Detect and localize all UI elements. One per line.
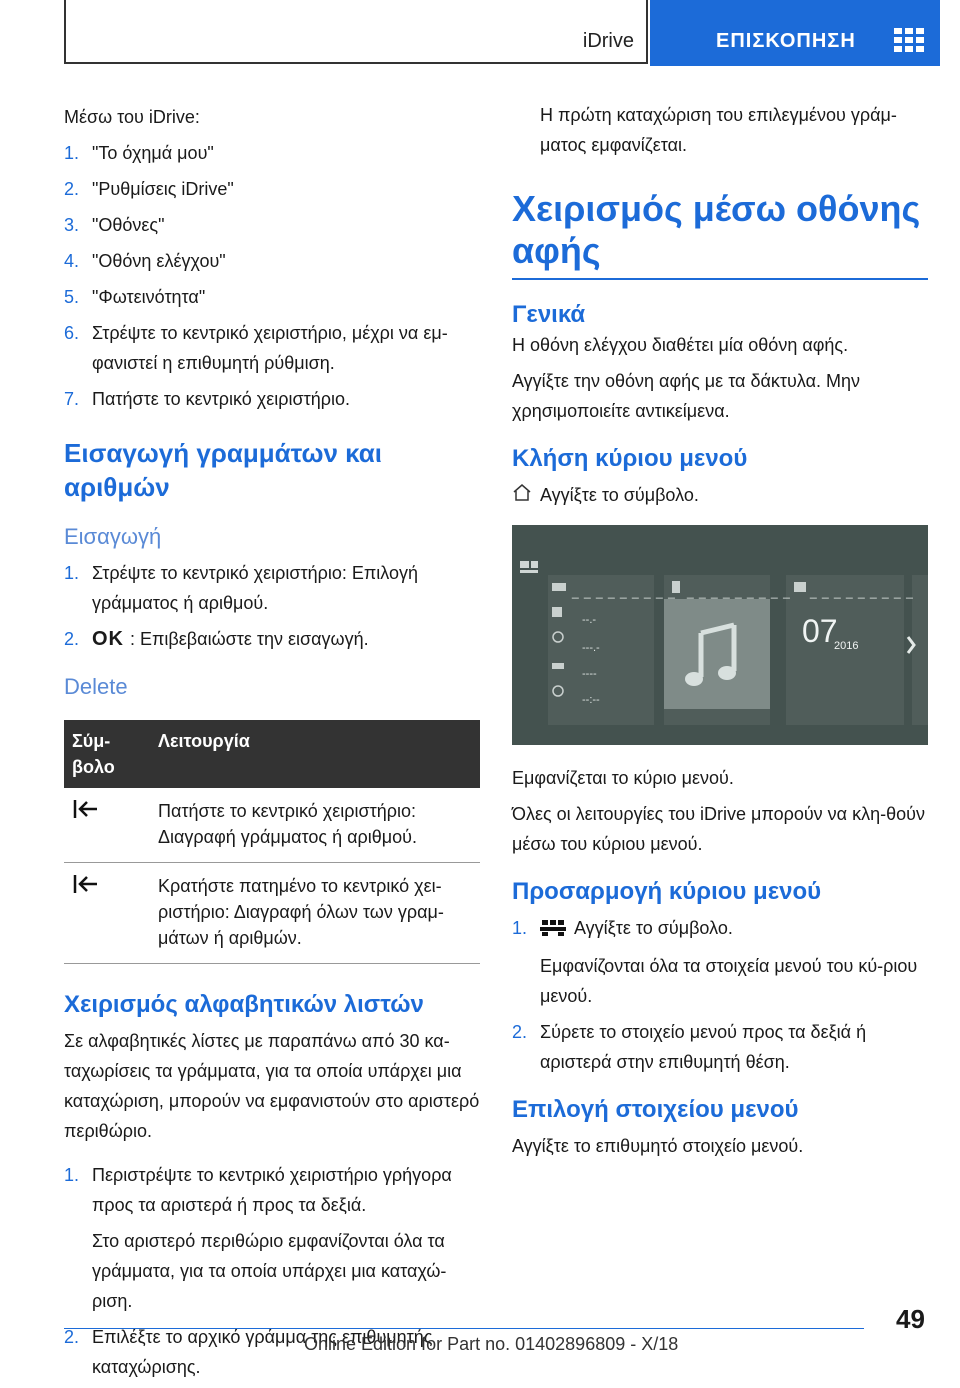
menu-value-2: ---.- xyxy=(582,642,600,655)
menu-value-4: --:-- xyxy=(582,694,600,707)
menu-edit-icon xyxy=(540,915,566,945)
ok-icon: OK xyxy=(92,628,124,650)
subheading-select: Επιλογή στοιχείου μενού xyxy=(512,1095,799,1123)
home-icon xyxy=(512,481,532,511)
table-row xyxy=(64,863,480,964)
intro-text: Μέσω του iDrive: xyxy=(64,107,200,127)
menu-dashes-2: _ _ _ _ _ _ _ _ _ xyxy=(687,585,791,600)
list-item: 1. Στρέψτε το κεντρικό χειριστήριο: Επιλογή γράμματος ή αριθμού. xyxy=(64,563,419,613)
lists-paragraph: Σε αλφαβητικές λίστες με παραπάνω από 30 κα-ταχωρίσεις τα γράμματα, για τα οποία υπάρχει μια καταχώριση, μπορούν να εμφανιστούν στο αριστερό περιθώριο. xyxy=(64,1031,480,1141)
list-item: 2. Επιλέξτε το αρχικό γράμμα της επιθυμητής καταχώρισης. xyxy=(64,1327,433,1377)
delete-arrow-icon xyxy=(72,879,100,899)
shown-text: Εμφανίζεται το κύριο μενού. xyxy=(512,768,734,789)
list-item: 2. "Ρυθμίσεις iDrive" xyxy=(64,179,234,199)
menu-value-1: --.- xyxy=(582,614,597,627)
menu-dashes-3: _ _ _ _ _ _ _ _ _ xyxy=(810,585,914,600)
main-menu-screenshot xyxy=(512,525,928,745)
table-header-function: Λειτουργία xyxy=(150,720,480,788)
header-title: iDrive xyxy=(582,30,634,52)
menu-date: 07 xyxy=(802,613,838,650)
table-cell: Πατήστε το κεντρικό χειριστήριο: Διαγραφή γράμματος ή αριθμού. xyxy=(150,788,480,863)
right-column xyxy=(512,100,928,1167)
all-functions-text: Όλες οι λειτουργίες του iDrive μπορούν να κλη-θούν μέσω του κύριου μενού. xyxy=(512,804,925,855)
adjust-steps xyxy=(512,913,928,1076)
general-p1: Η οθόνη ελέγχου διαθέτει μία οθόνη αφής. xyxy=(512,335,849,355)
section-label: ΕΠΙΣΚΟΠΗΣΗ xyxy=(716,30,856,52)
footer-edition: Online Edition for Part no. 01402896809 - X/18 xyxy=(304,1334,679,1354)
list-item: 6. Στρέψτε το κεντρικό χειριστήριο, μέχρι να εμ-φανιστεί η επιθυμητή ρύθμιση. xyxy=(64,323,448,373)
call-text: Αγγίξτε το σύμβολο. xyxy=(540,485,699,505)
footer-divider xyxy=(64,1328,864,1329)
list-item: 1. "Το όχημά μου" xyxy=(64,143,214,163)
table-cell: Κρατήστε πατημένο το κεντρικό χει-ριστήριο: Διαγραφή όλων των γραμ-μάτων ή αριθμών. xyxy=(150,863,480,964)
menu-year: 2016 xyxy=(834,640,859,653)
page-number: 49 xyxy=(896,1304,925,1334)
list-item: 2. Σύρετε το στοιχείο μενού προς τα δεξιά ή αριστερά στην επιθυμητή θέση. xyxy=(512,1021,867,1072)
subheading-adjust: Προσαρμογή κύριου μενού xyxy=(512,878,822,906)
section-tab[interactable] xyxy=(650,0,940,66)
subheading-general: Γενικά xyxy=(512,301,586,328)
list-item: 1. Περιστρέψτε το κεντρικό χειριστήριο γρήγορα προς τα αριστερά ή προς τα δεξιά. Στο αριστερό περιθώριο εμφανίζονται όλα τα γράμματα, για τα οποία υπάρχει μια καταχώ-ριση. xyxy=(64,1165,452,1311)
left-column xyxy=(64,102,480,1388)
table-row xyxy=(64,788,480,863)
list-item: 7. Πατήστε το κεντρικό χειριστήριο. xyxy=(64,389,350,409)
subheading-delete: Delete xyxy=(64,674,128,699)
subheading-call: Κλήση κύριου μενού xyxy=(512,445,748,472)
menu-dashes-1: _ _ _ _ _ _ _ _ _ xyxy=(572,585,676,600)
delete-table xyxy=(64,720,480,964)
heading-touch: Χειρισμός μέσω οθόνης αφής xyxy=(512,188,928,280)
list-item: 2. OK : Επιβεβαιώστε την εισαγωγή. xyxy=(64,624,480,654)
menu-value-3: ---- xyxy=(582,668,597,681)
list-item: 1. Αγγίξτε το σύμβολο. Εμφανίζονται όλα τα στοιχεία μενού του κύ-ριου μενού. xyxy=(512,913,928,1010)
grid-icon xyxy=(894,28,924,52)
select-text: Αγγίξτε το επιθυμητό στοιχείο μενού. xyxy=(512,1135,804,1156)
call-row xyxy=(512,480,928,511)
list-item: 4. "Οθόνη ελέγχου" xyxy=(64,251,226,271)
menu-edit-icon xyxy=(520,561,538,573)
heading-lists: Χειρισμός αλφαβητικών λιστών xyxy=(64,991,424,1018)
delete-arrow-icon xyxy=(72,804,100,824)
input-steps xyxy=(64,558,480,654)
general-p2: Αγγίξτε την οθόνη αφής με τα δάκτυλα. Μην χρησιμοποιείτε αντικείμενα. xyxy=(512,371,860,421)
table-header-symbol: Σύμ-βολο xyxy=(64,720,150,788)
list-item: 3. "Οθόνες" xyxy=(64,215,165,235)
subheading-input: Εισαγωγή xyxy=(64,524,162,549)
list-item: 5. "Φωτεινότητα" xyxy=(64,287,206,307)
heading-input: Εισαγωγή γραμμάτων και αριθμών xyxy=(64,438,383,502)
header-frame xyxy=(64,0,648,64)
settings-steps xyxy=(64,138,480,414)
continuation-text: Η πρώτη καταχώριση του επιλεγμένου γράμ-ματος εμφανίζεται. xyxy=(540,105,897,155)
